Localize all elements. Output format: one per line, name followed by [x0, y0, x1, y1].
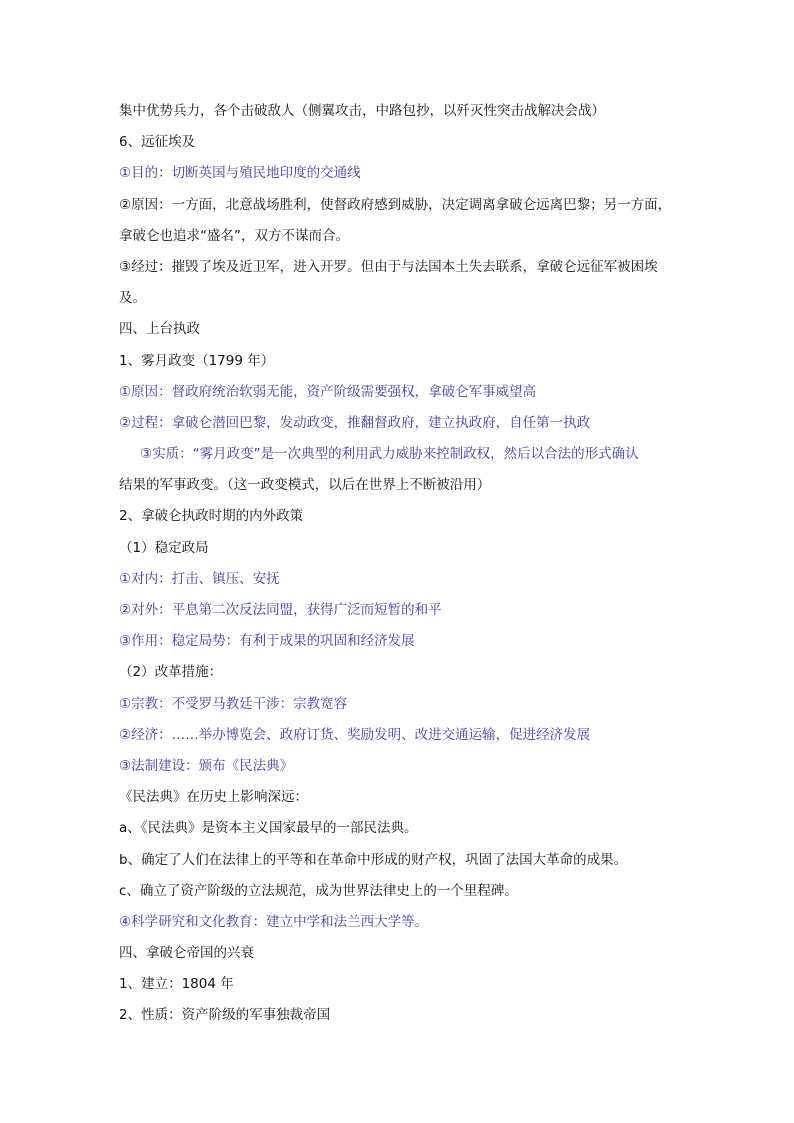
text-line: ②原因：一方面，北意战场胜利，使督政府感到威胁，决定调离拿破仑远离巴黎；另一方面， — [119, 196, 672, 213]
text-line: 2、性质：资产阶级的军事独裁帝国 — [119, 1007, 331, 1024]
text-line: （1）稳定政局 — [119, 539, 209, 556]
text-line: ③实质：“雾月政变”是一次典型的利用武力威胁来控制政权，然后以合法的形式确认 — [140, 446, 639, 463]
text-line: 四、拿破仑帝国的兴衰 — [119, 945, 254, 962]
text-line: 6、远征埃及 — [119, 134, 196, 151]
text-line: （2）改革措施： — [119, 664, 223, 681]
text-line: ②对外：平息第二次反法同盟，获得广泛而短暂的和平 — [119, 602, 442, 618]
text-line: 及。 — [119, 290, 146, 307]
text-line: ③作用：稳定局势：有利于成果的巩固和经济发展 — [119, 633, 415, 650]
text-line: 1、雾月政变（1799 年） — [119, 352, 275, 369]
text-line: ①对内：打击、镇压、安抚 — [119, 570, 280, 587]
text-line: ②经济：……举办博览会、政府订货、奖励发明、改进交通运输，促进经济发展 — [119, 726, 591, 743]
text-line: ③经过：摧毁了埃及近卫军，进入开罗。但由于与法国本土失去联系，拿破仑远征军被困埃 — [119, 258, 658, 275]
text-line: a、《民法典》是资本主义国家最早的一部民法典。 — [119, 820, 418, 837]
text-line: c、确立了资产阶级的立法规范，成为世界法律史上的一个里程碑。 — [119, 882, 518, 899]
document-body — [119, 96, 679, 1032]
text-line: 1、建立：1804 年 — [119, 976, 234, 993]
text-line: ③法制建设：颁布《民法典》 — [119, 757, 294, 774]
text-line: 结果的军事政变。（这一政变模式，以后在世界上不断被沿用） — [119, 477, 491, 494]
text-line: ④科学研究和文化教育：建立中学和法兰西大学等。 — [119, 913, 429, 930]
text-line: ②过程：拿破仑潜回巴黎，发动政变，推翻督政府，建立执政府，自任第一执政 — [119, 414, 591, 431]
text-line: 四、上台执政 — [119, 321, 200, 338]
text-line: 2、拿破仑执政时期的内外政策 — [119, 508, 304, 525]
text-line: ①原因：督政府统治软弱无能，资产阶级需要强权，拿破仑军事威望高 — [119, 383, 537, 400]
text-line: ①目的：切断英国与殖民地印度的交通线 — [119, 165, 361, 182]
text-line: 拿破仑也追求“盛名”，双方不谋而合。 — [119, 227, 349, 244]
text-line: 《民法典》在历史上影响深远： — [119, 789, 308, 806]
text-line: b、确定了人们在法律上的平等和在革命中形成的财产权，巩固了法国大革命的成果。 — [119, 851, 628, 868]
text-line: ①宗教：不受罗马教廷干涉：宗教宽容 — [119, 695, 348, 712]
text-line: 集中优势兵力，各个击破敌人（侧翼攻击，中路包抄，以歼灭性突击战解决会战） — [119, 103, 605, 119]
